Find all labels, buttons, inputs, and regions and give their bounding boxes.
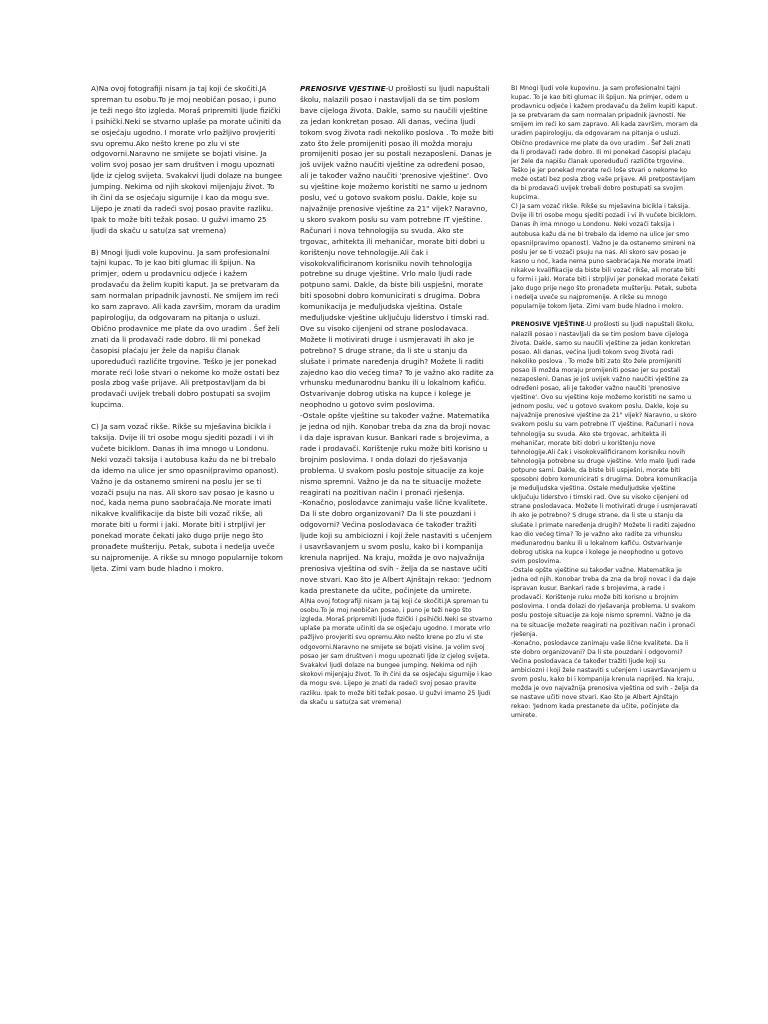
paragraph-a-small: A)Na ovoj fotografiji nisam ja taj koji će skočiti.JA spreman tu osobu.To je moj neobičan posao, i puno je teži nego što izgleda. Moraš pripremiti ljude fizički i psihički.Neki se stvarno uplaše pa morate učiniti da se osjećaju ugodno. I morate vrlo pažljivo provjeriti svu opremu.Ako nešto krene po zlu vi ste odgovorni.Naravno ne smijete se bojati visine. Ja volim svoj posao jer sam društven i mogu upoznati ljde iz cjelog svijeta. Svakakvi ljudi dolaze na bungee jumping. Nekima od njih skokovi mijenjaju život. To ih čini da se osjećaju sigurnije i kao da mogu sve. Lijepo je znati da radeći svoj posao pravite razliku. Ipak to može biti težak posao. U gužvi imamo 25 ljudi da skaču u satu(za sat vremena) xyxy=(300,597,493,706)
article-paragraph-2: -Ostale opšte vještine su također važne. Matematika je jedna od njih. Konobar treba da zna da broji novac i da daje ispravan kusur. Bankari rade s brojevima, a rade i prodavači. Korištenje ruku može biti korisno u brojnim poslovima. I onda dolazi do rješavanja problema. U svakom poslu postoje situacije za koje nismo spremni. Važno je da na te situacije možete reagirati na pozitivan način i pronaći rješenja. xyxy=(300,411,491,497)
paragraph-b-small: B) Mnogi ljudi vole kupovinu. Ja sam profesionalni tajni kupac. To je kao biti glumac ili špijun. Na primjer, odem u prodavnicu odjeće i kažem prodavaču da želim kupiti kaput. Ja se pretvaram da sam normalan pripadnik javnosti. Ne smijem im reći ko sam zapravo. Ali kada završim, moram da uradim papirologiju, da odgovaram na pitanja o usluzi. Obično prodavnice me plate da ovo uradim . Šef želi znati da li prodavači rade dobro. Ili mi ponekad časopisi plaćaju jer žele da napišu članak uporeduđući različite trgovine. Teško je jer ponekad morate reći loše stvari o nekome ko može ostati bez posla zbog vaše prijave. Ali pretpostavljam da bi prodavači uvijek trebali dobro postupati sa svojim kupcima. xyxy=(511,85,698,202)
article-intro-small xyxy=(511,320,699,566)
column-middle xyxy=(300,84,494,707)
article-paragraph-3-small: -Konačno, poslodavce zanimaju vaše lične kvalitete. Da li ste dobro organizovani? Da li ste pouzdani i odgovorni? Većina poslodavaca će također tražiti ljude koji su ambiciozni i koji žele nastaviti s učenjem i usavršavanjem u svom poslu, kako bi i kompanija krenula naprijed. Na kraju, možda je ovo najvažnija prenosiva vještina od svih - želja da se nastave učiti nove stvari. Kao što je Albert Ajnštajn rekao: 'Jednom kada prestanete da učite, počinjete da umirete. xyxy=(511,639,699,720)
article-title-small: PRENOSIVE VJEŠTINE xyxy=(511,321,585,329)
article-title: PRENOSIVE VJESTINE xyxy=(300,84,386,93)
article-intro xyxy=(300,84,494,411)
paragraph-c-small: C) Ja sam vozač rikše. Rikše su mješavina bicikla i taksija. Dvije ili tri osobe mogu sjediti pozadi i vi ih vučete biciklom. Danas ih ima mnogo u Londonu. Neki vozači taksija i autobusa kažu da ne bi trebalo da idemo na ulice jer smo opasni(pravimo opanost). Važno je da ostanemo smireni na poslu jer se ti vozači psuju na nas. Ali skoro sav posao je kasno u noć, kada nema puno saobraćaja.Ne morate imati nikakve kvalifikacije da biste bili vozač rikše, ali morate biti u formi i jaki. Morate biti i strpljivi jer ponekad morate čekati jako dugo prije nego što pronađete mušteriju. Petak, subota i nedelja uveče su najpromenije. A rikše su mnogo popularnije tokom ljeta. Zimi vam bude hladno i mokro. xyxy=(511,203,699,311)
article-paragraph-3: -Konačno, poslodavce zanimaju vaše lične kvalitete. Da li ste dobro organizovani? Da li ste pouzdani i odgovorni? Većina poslodavaca će također tražiti ljude koji su ambiciozni i koji žele nastaviti s učenjem i usavršavanjem u svom poslu, kako bi i kompanija krenula naprijed. Na kraju, možda je ovo najvažnija prenosiva vještina od svih - želja da se nastave učiti nove stvari. Kao što je Albert Ajnštajn rekao: 'Jednom kada prestanete da učite, počinjete da umirete. xyxy=(300,498,492,595)
article-body: -U prošlosti su ljudi napuštali školu, nalazili posao i nastavljali da se tim poslom bave cijeloga života. Dakle, samo su naučili vještine za jedan konkretan posao. Ali danas, većina ljudi tokom svog života radi nekoliko poslova . To može biti zato što žele promijeniti posao ili možda moraju promijeniti posao jer su postali nezaposleni. Danas je još uvijek važno naučiti vještine za određeni posao, ali je također važno naučiti 'prenosive vještine'. Ovo su vještine koje možemo koristiti ne samo u jednom poslu, već u gotovo svakom poslu. Dakle, koje su najvažnije prenosive vještine za 21" vijek? Naravno, u skoro svakom poslu su vam potrebne IT vještine. Računari i nova tehnologija su svuda. Ako ste trgovac, arhitekta ili mehaničar, morate biti dobri u korištenju nove tehnologije.Ali čak i visokokvalificiranom korisniku novih tehnologija potrebne su druge vještine. Vrlo malo ljudi rade potpuno sami. Dakle, da biste bili uspješni, morate biti sposobni dobro komunicirati s drugima. Dobra komunikacija je međuljudska vještina. Ostale međuljudske vještine uključuju liderstvo i timski rad. Ove su visoko cijenjeni od strane poslodavaca. Možete li motivirati druge i usmjeravati ih ako je potrebno? S druge strane, da li ste u stanju da slušate i primate naređenja drugih? Možete li raditi zajedno kao dio većeg tima? To je važno ako radite za vrhunsku međunarodnu banku ili u lokalnom kafiću. Ostvarivanje dobrog utiska na kupce i kolege je neophodno u gotovo svim poslovima. xyxy=(300,84,494,410)
paragraph-b: B) Mnogi ljudi vole kupovinu. Ja sam profesionalni tajni kupac. To je kao biti glumac ili špijun. Na primjer, odem u prodavnicu odjeće i kažem prodavaču da želim kupiti kaput. Ja se pretvaram da sam normalan pripadnik javnosti. Ne smijem im reći ko sam zapravo. Ali kada završim, moram da uradim papirologiju, da odgovaram na pitanja o usluzi. Obično prodavnice me plate da ovo uradim . Šef želi znati da li prodavači rade dobro. Ili mi ponekad časopisi plaćaju jer žele da napišu članak uporeduđući različite trgovine. Teško je jer ponekad morate reći loše stvari o nekome ko može ostati bez posla zbog vaše prijave. Ali pretpostavljam da bi prodavači uvijek trebali dobro postupati sa svojim kupcima. xyxy=(91,247,281,410)
article-body-small: -U prošlosti su ljudi napuštali školu, nalazili posao i nastavljali da se tim poslom bave cijeloga života. Dakle, samo su naučili vještine za jedan konkretan posao. Ali danas, većina ljudi tokom svog života radi nekoliko poslova . To može biti zato što žele promijeniti posao ili možda moraju promijeniti posao jer su postali nezaposleni. Danas je još uvijek važno naučiti vještine za određeni posao, ali je također važno naučiti 'prenosive vještine'. Ovo su vještine koje možemo koristiti ne samo u jednom poslu, već u gotovo svakom poslu. Dakle, koje su najvažnije prenosive vještine za 21" vijek? Naravno, u skoro svakom poslu su vam potrebne IT vještine. Računari i nova tehnologija su svuda. Ako ste trgovac, arhitekta ili mehaničar, morate biti dobri u korištenju nove tehnologije.Ali čak i visokokvalificiranom korisniku novih tehnologija potrebne su druge vještine. Vrlo malo ljudi rade potpuno sami. Dakle, da biste bili uspješni, morate biti sposobni dobro komunicirati s drugima. Dobra komunikacija je međuljudska vještina. Ostale međuljudske vještine uključuju liderstvo i timski rad. Ove su visoko cijenjeni od strane poslodavaca. Možete li motivirati druge i usmjeravati ih ako je potrebno? S druge strane, da li ste u stanju da slušate i primate naređenja drugih? Možete li raditi zajedno kao dio većeg tima? To je važno ako radite za vrhunsku međunarodnu banku ili u lokalnom kafiću. Ostvarivanje dobrog utiska na kupce i kolege je neophodno u gotovo svim poslovima. xyxy=(511,321,698,565)
article-paragraph-2-small: -Ostale opšte vještine su također važne. Matematika je jedna od njih. Konobar treba da zna da broji novac i da daje ispravan kusur. Bankari rade s brojevima, a rade i prodavači. Korištenje ruku može biti korisno u brojnim poslovima. I onda dolazi do rješavanja problema. U svakom poslu postoje situacije za koje nismo spremni. Važno je da na te situacije možete reagirati na pozitivan način i pronaći rješenja. xyxy=(511,566,696,638)
column-left xyxy=(91,84,283,575)
paragraph-c: C) Ja sam vozač rikše. Rikše su mješavina bicikla i taksija. Dvije ili tri osobe mogu sjediti pozadi i vi ih vučete biciklom. Danas ih ima mnogo u Londonu. Neki vozači taksija i autobusa kažu da ne bi trebalo da idemo na ulice jer smo opasni(pravimo opanost). Važno je da ostanemo smireni na poslu jer se ti vozači psuju na nas. Ali skoro sav posao je kasno u noć, kada nema puno saobraćaja.Ne morate imati nikakve kvalifikacije da biste bili vozač rikše, ali morate biti u formi i jaki. Morate biti i strpljivi jer ponekad morate čekati jako dugo prije nego što pronađete mušteriju. Petak, subota i nedelja uveče su najpromenije. A rikše su mnogo popularnije tokom ljeta. Zimi vam bude hladno i mokro. xyxy=(91,422,283,573)
column-right xyxy=(511,84,699,721)
paragraph-a: A)Na ovoj fotografiji nisam ja taj koji će skočiti.JA spreman tu osobu.To je moj neobičan posao, i puno je teži nego što izgleda. Moraš pripremiti ljude fizički i psihički.Neki se stvarno uplaše pa morate učiniti da se osjećaju ugodno. I morate vrlo pažljivo provjeriti svu opremu.Ako nešto krene po zlu vi ste odgovorni.Naravno ne smijete se bojati visine. Ja volim svoj posao jer sam društven i mogu upoznati ljde iz cjelog svijeta. Svakakvi ljudi dolaze na bungee jumping. Nekima od njih skokovi mijenjaju život. To ih čini da se osjećaju sigurnije i kao da mogu sve. Lijepo je znati da radeći svoj posao pravite razliku. Ipak to može biti težak posao. U gužvi imamo 25 ljudi da skaču u satu(za sat vremena) xyxy=(91,84,283,235)
